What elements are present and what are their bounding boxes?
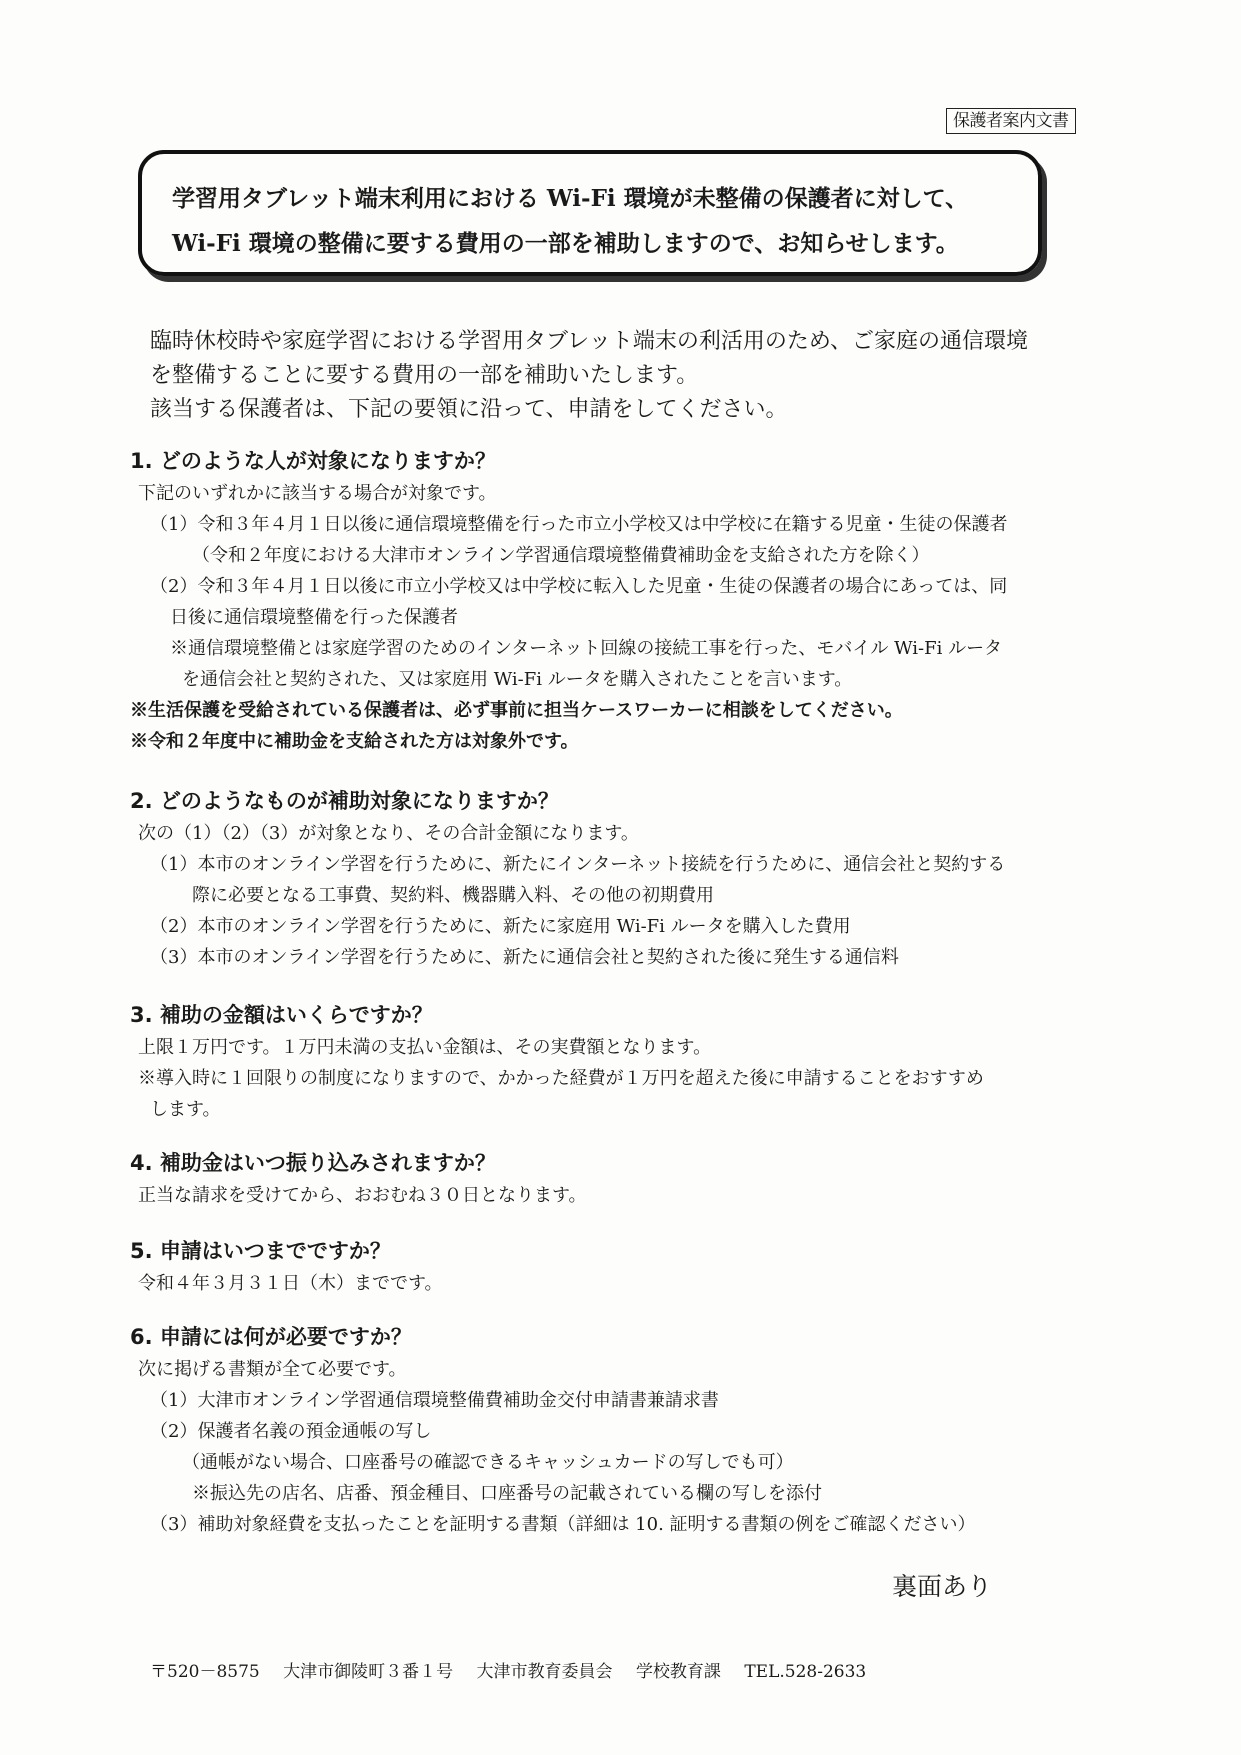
section-6-item-2-note-2: ※振込先の店名、店番、預金種目、口座番号の記載されている欄の写しを添付 (192, 1483, 822, 1504)
section-1-item-1-note: （令和２年度における大津市オンライン学習通信環境整備費補助金を支給された方を除く） (192, 545, 930, 566)
section-2-lead: 次の（1）（2）（3）が対象となり、その合計金額になります。 (138, 823, 639, 844)
section-1-item-1: （1）令和３年４月１日以後に通信環境整備を行った市立小学校又は中学校に在籍する児童・生徒の保護者 (150, 514, 1008, 535)
section-6-title: 6. 申請には何が必要ですか？ (130, 1325, 412, 1349)
section-4-payment-timing (130, 1148, 1100, 1211)
section-3-title: 3. 補助の金額はいくらですか？ (130, 1003, 433, 1027)
section-5-title: 5. 申請はいつまでですか？ (130, 1239, 391, 1263)
section-3-line-1: 上限１万円です。１万円未満の支払い金額は、その実費額となります。 (138, 1037, 712, 1058)
section-2-item-1: （1）本市のオンライン学習を行うために、新たにインターネット接続を行うために、通信会社と契約する (150, 854, 1006, 875)
section-6-item-2-note-1: （通帳がない場合、口座番号の確認できるキャッシュカードの写しでも可） (182, 1452, 794, 1473)
section-3-note: ※導入時に１回限りの制度になりますので、かかった経費が１万円を超えた後に申請することをおすすめ (138, 1068, 984, 1089)
section-1-warning-1: ※生活保護を受給されている保護者は、必ず事前に担当ケースワーカーに相談をしてください。 (130, 700, 903, 721)
section-6-item-3: （3）補助対象経費を支払ったことを証明する書類（詳細は 10. 証明する書類の例をご確認ください） (150, 1514, 976, 1535)
intro-line-3: 該当する保護者は、下記の要領に沿って、申請をしてください。 (150, 397, 788, 422)
section-3-amount (130, 1000, 1100, 1125)
section-4-line-1: 正当な請求を受けてから、おおむね３０日となります。 (138, 1185, 587, 1206)
section-6-required-documents (130, 1322, 1100, 1540)
section-1-lead: 下記のいずれかに該当する場合が対象です。 (138, 483, 497, 504)
section-2-item-3: （3）本市のオンライン学習を行うために、新たに通信会社と契約された後に発生する通信料 (150, 947, 899, 968)
headline-box (138, 150, 1042, 276)
section-1-item-2: （2）令和３年４月１日以後に市立小学校又は中学校に転入した児童・生徒の保護者の場合にあっては、同 (150, 576, 1008, 597)
footer-phone: TEL.528-2633 (744, 1662, 867, 1682)
section-4-title: 4. 補助金はいつ振り込みされますか？ (130, 1151, 496, 1175)
section-5-line-1: 令和４年３月３１日（木）までです。 (138, 1273, 443, 1294)
section-5-deadline (130, 1236, 1100, 1299)
footer-organization: 大津市教育委員会 (476, 1662, 613, 1682)
headline-line-1: 学習用タブレット端末利用における Wi-Fi 環境が未整備の保護者に対して、 (172, 185, 969, 212)
intro-paragraph (150, 325, 1090, 427)
section-6-lead: 次に掲げる書類が全て必要です。 (138, 1359, 407, 1380)
section-3-note-cont: します。 (150, 1099, 221, 1120)
footer-postal-code: 〒520－8575 (150, 1662, 260, 1682)
section-1-note-cont: を通信会社と契約された、又は家庭用 Wi-Fi ルータを購入されたことを言います。 (182, 669, 853, 690)
section-1-note: ※通信環境整備とは家庭学習のためのインターネット回線の接続工事を行った、モバイル Wi-Fi ルータ (170, 638, 1003, 659)
headline-line-2: Wi-Fi 環境の整備に要する費用の一部を補助しますので、お知らせします。 (172, 230, 959, 257)
intro-line-1: 臨時休校時や家庭学習における学習用タブレット端末の利活用のため、ご家庭の通信環境 (150, 329, 1029, 354)
section-2-item-1-cont: 際に必要となる工事費、契約料、機器購入料、その他の初期費用 (192, 885, 714, 906)
section-6-item-2: （2）保護者名義の預金通帳の写し (150, 1421, 432, 1442)
contact-footer (150, 1660, 884, 1684)
section-1-item-2-cont: 日後に通信環境整備を行った保護者 (170, 607, 458, 628)
document-type-badge: 保護者案内文書 (946, 108, 1076, 134)
intro-line-2: を整備することに要する費用の一部を補助いたします。 (150, 363, 699, 388)
section-1-eligibility (130, 446, 1100, 757)
section-2-covered-costs (130, 786, 1100, 973)
section-2-title: 2. どのようなものが補助対象になりますか？ (130, 789, 559, 813)
section-1-warning-2: ※令和２年度中に補助金を支給された方は対象外です。 (130, 731, 579, 752)
footer-department: 学校教育課 (635, 1662, 721, 1682)
section-6-item-1: （1）大津市オンライン学習通信環境整備費補助金交付申請書兼請求書 (150, 1390, 719, 1411)
back-side-note: 裏面あり (892, 1572, 993, 1601)
section-1-title: 1. どのような人が対象になりますか？ (130, 449, 496, 473)
footer-address: 大津市御陵町３番１号 (283, 1662, 454, 1682)
section-2-item-2: （2）本市のオンライン学習を行うために、新たに家庭用 Wi-Fi ルータを購入した費用 (150, 916, 851, 937)
